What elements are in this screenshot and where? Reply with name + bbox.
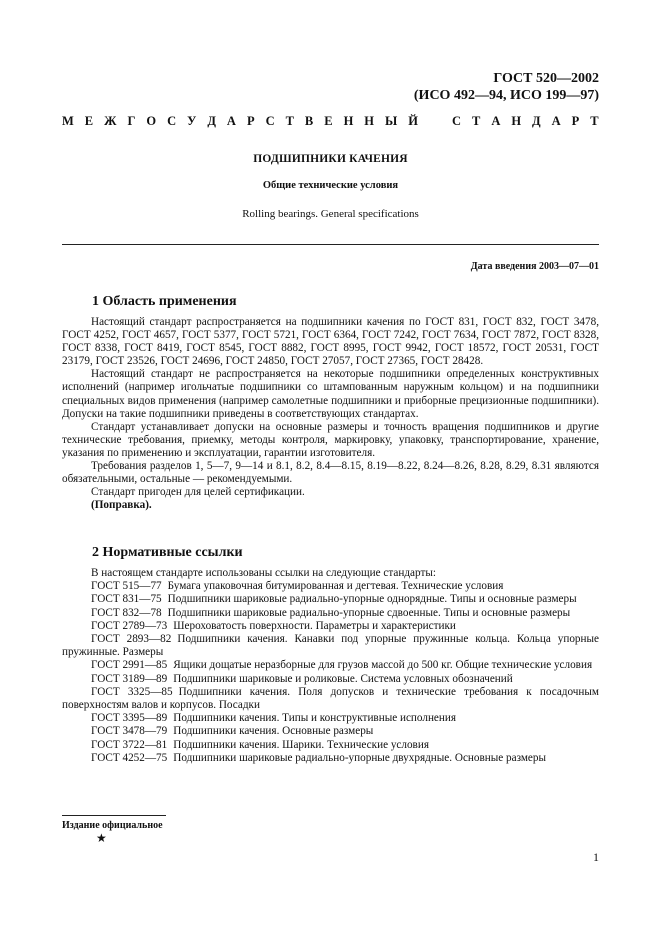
banner-letter: Р: [571, 114, 580, 128]
reference-code: ГОСТ 2893—82: [91, 633, 172, 646]
banner-letter: Д: [207, 114, 216, 128]
reference-title: Шероховатость поверхности. Параметры и характеристики: [173, 619, 456, 632]
banner-letter: Г: [127, 114, 136, 128]
banner-letter: С: [451, 114, 461, 128]
reference-code: ГОСТ 3325—85: [91, 685, 173, 698]
reference-title: Подшипники шариковые радиально-упорные однорядные. Типы и основные размеры: [167, 593, 577, 606]
reference-item: [62, 633, 599, 659]
banner-letter: М: [62, 114, 74, 128]
reference-item: [62, 580, 599, 593]
reference-code: ГОСТ 3478—79: [91, 725, 168, 738]
reference-title: Подшипники шариковые радиально-упорные двухрядные. Основные размеры: [173, 751, 547, 764]
reference-item: [62, 739, 599, 752]
reference-code: ГОСТ 2991—85: [91, 659, 168, 672]
reference-code: ГОСТ 515—77: [91, 580, 162, 593]
iso-numbers: (ИСО 492—94, ИСО 199—97): [413, 88, 599, 103]
section-1-body: [62, 316, 599, 512]
section-1-heading: 1 Область применения: [92, 294, 237, 309]
banner-letter: С: [265, 114, 275, 128]
banner-letter: Ы: [385, 114, 398, 128]
english-title: Rolling bearings. General specifications: [242, 208, 419, 220]
reference-item: [62, 673, 599, 686]
reference-title: Подшипники шариковые и роликовые. Система условных обозначений: [173, 672, 513, 685]
official-edition-label: Издание официальное: [62, 820, 163, 831]
banner-letter: А: [491, 114, 501, 128]
reference-title: Подшипники качения. Шарики. Технические условия: [173, 738, 429, 751]
standard-designation: [414, 70, 599, 104]
introduction-date: Дата введения 2003—07—01: [470, 261, 599, 272]
interstate-standard-banner: [62, 114, 599, 129]
banner-letter: Н: [511, 114, 522, 128]
banner-letter: Д: [532, 114, 541, 128]
scope-paragraph: Стандарт пригоден для целей сертификации.: [91, 486, 305, 499]
reference-code: ГОСТ 4252—75: [91, 751, 168, 764]
banner-letter: У: [187, 114, 197, 128]
section-2-heading: 2 Нормативные ссылки: [92, 545, 243, 560]
reference-title: Подшипники шариковые радиально-упорные сдвоенные. Типы и основные размеры: [167, 606, 571, 619]
footer-rule: [62, 815, 166, 816]
banner-letter: Т: [471, 114, 481, 128]
scope-paragraph: Настоящий стандарт не распространяется на некоторые подшипники определенных конструктивных исполнений (например игольчатые подшипники со штампованным наружным кольцом) и на подшипники специальных видов применения (например самолетные подшипники и приборные прецизионные подшипники). Допуски на такие подшипники приведены в соответствующих стандартах.: [62, 368, 599, 420]
banner-letter: Т: [590, 114, 599, 128]
banner-letter: Е: [84, 114, 94, 128]
reference-title: Подшипники качения. Канавки под упорные пружинные кольца. Кольца упорные пружинные. Размеры: [62, 633, 599, 659]
reference-item: [62, 712, 599, 725]
banner-letter: О: [146, 114, 157, 128]
banner-letter: Т: [285, 114, 294, 128]
reference-item: [62, 593, 599, 606]
banner-letter: А: [551, 114, 561, 128]
reference-title: Подшипники качения. Поля допусков и технические требования к посадочным поверхностям валов и корпусов. Посадки: [62, 685, 599, 712]
document-title: ПОДШИПНИКИ КАЧЕНИЯ: [253, 153, 408, 165]
reference-title: Бумага упаковочная битумированная и дегтевая. Технические условия: [167, 580, 504, 593]
banner-letter: Н: [364, 114, 375, 128]
reference-item: [62, 686, 599, 712]
banner-letter: Н: [343, 114, 354, 128]
reference-title: Подшипники качения. Типы и конструктивные исполнения: [173, 712, 457, 725]
reference-code: ГОСТ 3189—89: [91, 672, 168, 685]
scope-paragraph: Настоящий стандарт распространяется на подшипники качения по ГОСТ 831, ГОСТ 832, ГОСТ 3478, ГОСТ 4252, ГОСТ 4657, ГОСТ 5377, ГОСТ 5721, ГОСТ 6364, ГОСТ 7242, ГОСТ 7634, ГОСТ 7872, ГОСТ 8328, ГОСТ 8338, ГОСТ 8419, ГОСТ 8545, ГОСТ 8882, ГОСТ 8995, ГОСТ 9942, ГОСТ 18572, ГОСТ 20531, ГОСТ 23179, ГОСТ 23526, ГОСТ 24696, ГОСТ 24850, ГОСТ 27057, ГОСТ 27365, ГОСТ 28428.: [62, 316, 599, 368]
reference-code: ГОСТ 3395—89: [91, 712, 168, 725]
gost-number: ГОСТ 520—2002: [493, 71, 599, 86]
reference-code: ГОСТ 2789—73: [91, 619, 168, 632]
reference-title: Ящики дощатые неразборные для грузов массой до 500 кг. Общие технические условия: [173, 659, 593, 672]
references-intro: В настоящем стандарте использованы ссылки на следующие стандарты:: [91, 567, 436, 579]
reference-code: ГОСТ 832—78: [91, 606, 162, 619]
amendment-note: (Поправка).: [91, 499, 152, 512]
reference-title: Подшипники качения. Основные размеры: [173, 725, 374, 738]
banner-letter: С: [167, 114, 177, 128]
banner-letter: Е: [324, 114, 333, 128]
banner-letter: В: [304, 114, 314, 128]
star-icon: ★: [96, 831, 107, 845]
banner-word-gap: [429, 114, 441, 129]
banner-letter: Ж: [104, 114, 117, 128]
document-subtitle: Общие технические условия: [262, 180, 399, 191]
banner-letter: Р: [246, 114, 255, 128]
banner-letter: Й: [408, 114, 418, 128]
scope-paragraph: Требования разделов 1, 5—7, 9—14 и 8.1, 8.2, 8.4—8.15, 8.19—8.22, 8.24—8.26, 8.28, 8.29, 8.31 являются обязательными, остальные — рекомендуемыми.: [62, 460, 599, 486]
normative-references: [62, 567, 599, 765]
page-number: 1: [593, 850, 599, 864]
scope-paragraph: Стандарт устанавливает допуски на основные размеры и точность вращения подшипников и другие технические требования, приемку, методы контроля, маркировку, упаковку, транспортирование, хранение, указания по применению и эксплуатации, гарантии изготовителя.: [62, 420, 599, 459]
banner-letter: А: [226, 114, 236, 128]
reference-item: [62, 725, 599, 738]
reference-code: ГОСТ 831—75: [91, 593, 162, 606]
reference-item: [62, 752, 599, 765]
reference-item: [62, 659, 599, 672]
reference-item: [62, 620, 599, 633]
reference-item: [62, 607, 599, 620]
title-divider: [62, 244, 599, 245]
reference-code: ГОСТ 3722—81: [91, 738, 168, 751]
